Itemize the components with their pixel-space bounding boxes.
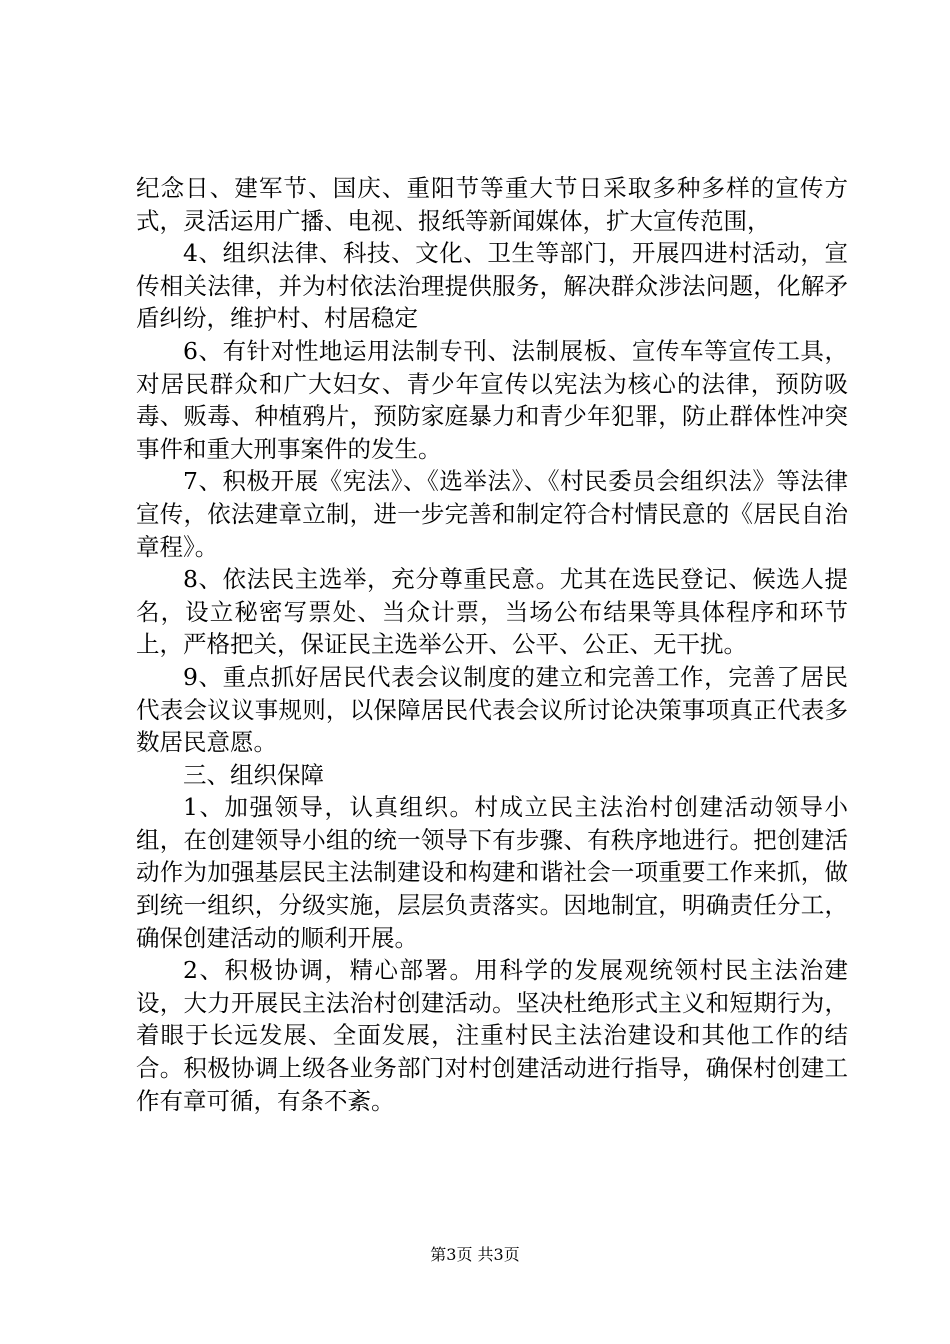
paragraph-guarantee-2: 2、积极协调，精心部署。用科学的发展观统领村民主法治建设，大力开展民主法治村创建活动。坚决杜绝形式主义和短期行为，着眼于长远发展、全面发展，注重村民主法治建设和其他工作的结合。积极协调上级各业务部门对村创建活动进行指导，确保村创建工作有章可循，有条不紊。 xyxy=(136,956,848,1115)
paragraph-item-7: 7、积极开展《宪法》、《选举法》、《村民委员会组织法》等法律宣传，依法建章立制，进一步完善和制定符合村情民意的《居民自治章程》。 xyxy=(136,467,848,561)
paragraph-item-8: 8、依法民主选举，充分尊重民意。尤其在选民登记、候选人提名，设立秘密写票处、当众计票，当场公布结果等具体程序和环节上，严格把关，保证民主选举公开、公平、公正、无干扰。 xyxy=(136,565,848,659)
paragraph-guarantee-1: 1、加强领导，认真组织。村成立民主法治村创建活动领导小组，在创建领导小组的统一领导下有步骤、有秩序地进行。把创建活动作为加强基层民主法制建设和构建和谐社会一项重要工作来抓，做到统一组织，分级实施，层层负责落实。因地制宜，明确责任分工，确保创建活动的顺利开展。 xyxy=(136,793,848,952)
paragraph-continuation: 纪念日、建军节、国庆、重阳节等重大节日采取多种多样的宣传方式，灵活运用广播、电视、报纸等新闻媒体，扩大宣传范围， xyxy=(136,174,848,235)
document-body xyxy=(136,172,848,1117)
section-heading-organization: 三、组织保障 xyxy=(183,760,324,789)
paragraph-item-6: 6、有针对性地运用法制专刊、法制展板、宣传车等宣传工具，对居民群众和广大妇女、青少年宣传以宪法为核心的法律，预防吸毒、贩毒、种植鸦片，预防家庭暴力和青少年犯罪，防止群体性冲突事件和重大刑事案件的发生。 xyxy=(136,336,848,463)
paragraph-item-9: 9、重点抓好居民代表会议制度的建立和完善工作，完善了居民代表会议议事规则，以保障居民代表会议所讨论决策事项真正代表多数居民意愿。 xyxy=(136,662,848,757)
paragraph-item-4: 4、组织法律、科技、文化、卫生等部门，开展四进村活动，宣传相关法律，并为村依法治理提供服务，解决群众涉法问题，化解矛盾纠纷，维护村、村居稳定 xyxy=(136,239,848,333)
page-footer: 第3页 共3页 xyxy=(430,1245,520,1264)
